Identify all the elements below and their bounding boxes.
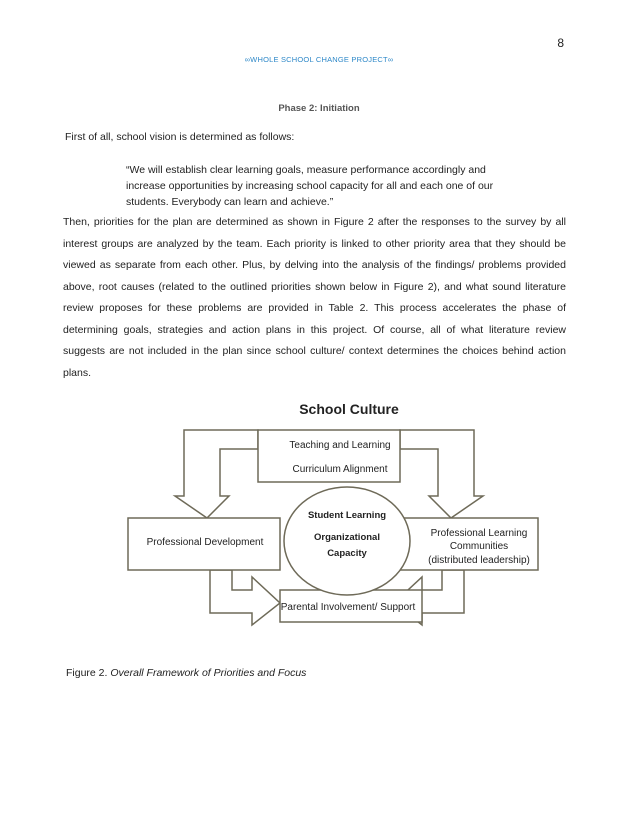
diagram-title: School Culture <box>299 401 399 417</box>
figure-caption-prefix: Figure 2. <box>66 667 108 679</box>
intro-line: First of all, school vision is determined as follows: <box>65 131 295 143</box>
running-header: ∞WHOLE SCHOOL CHANGE PROJECT∞ <box>244 55 394 64</box>
right-box-line3: (distributed leadership) <box>428 555 530 566</box>
figure-caption-title: Overall Framework of Priorities and Focus <box>110 667 307 679</box>
bottom-box-label: Parental Involvement/ Support <box>280 602 416 613</box>
right-box-line1: Professional Learning <box>430 528 528 539</box>
center-line2: Organizational <box>314 532 380 543</box>
top-box-line1: Teaching and Learning <box>289 440 391 451</box>
arrow-bottom-left <box>210 570 280 625</box>
body-paragraph: Then, priorities for the plan are determined as shown in Figure 2 after the responses to the survey by all interest groups are analyzed by the team. Each priority is linked to other priority area that they should be viewed as separate from each other. Plus, by delving into the analysis of the findings/ problems provided above, root causes (related to the outlined priorities shown below in Figure 2), and what sound literature review proposes for these problems are provided in Table 2. This process accelerates the phase of determining goals, strategies and action plans in this project. Of course, all of what literature review suggests are not included in the plan since school culture/ context determines the choices behind action plans. <box>63 216 566 379</box>
top-box-line2: Curriculum Alignment <box>292 464 388 475</box>
center-line3: Capacity <box>327 548 367 559</box>
arrow-top-right <box>400 430 483 518</box>
vision-quote: “We will establish clear learning goals, measure performance accordingly and increase opportunities by increasing school capacity for all and each one of our students. Everybody can learn and achieve.” <box>126 164 494 208</box>
center-line1: Student Learning <box>307 510 387 521</box>
section-heading: Phase 2: Initiation <box>278 103 360 114</box>
arrow-top-left <box>175 430 258 518</box>
left-box-label: Professional Development <box>146 537 264 548</box>
page-number: 8 <box>557 36 564 50</box>
figure-caption <box>66 667 306 679</box>
right-box-line2: Communities <box>449 541 509 552</box>
